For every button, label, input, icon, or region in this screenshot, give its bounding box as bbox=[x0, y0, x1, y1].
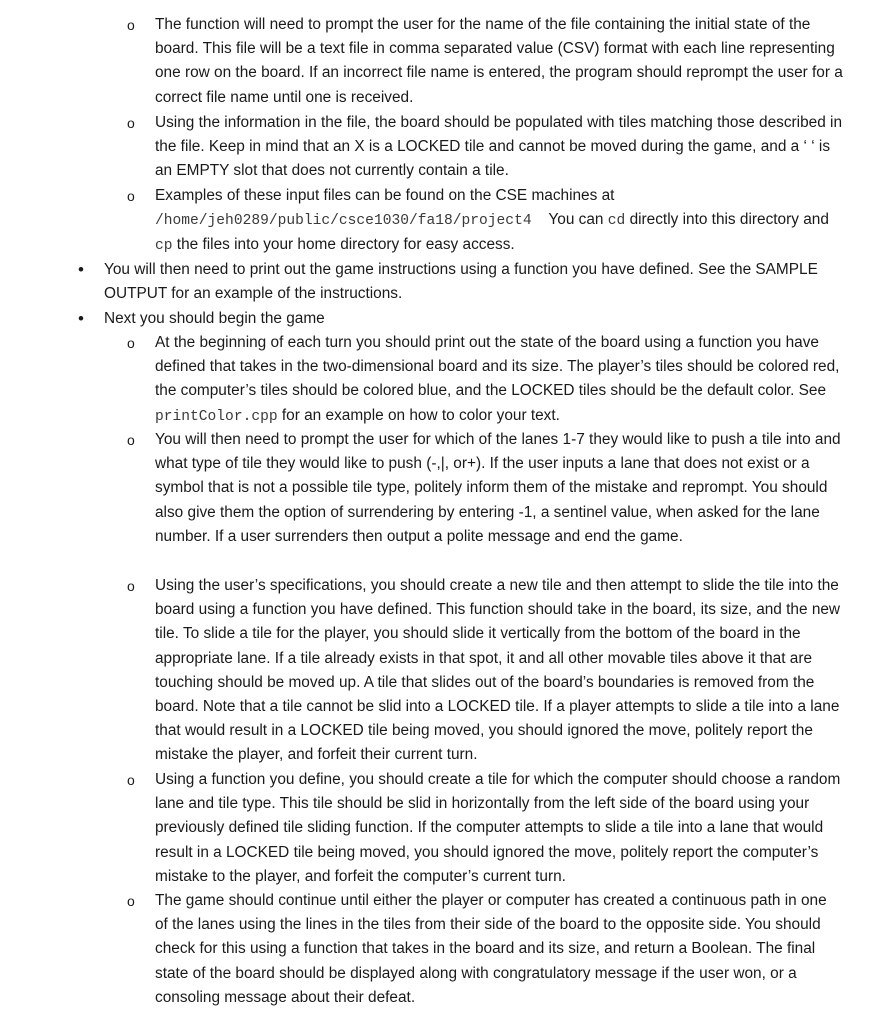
paragraph-text: Next you should begin the game bbox=[104, 310, 325, 327]
hollow-bullet-icon: o bbox=[127, 17, 135, 33]
paragraph-text: Using the information in the file, the board should be populated with tiles matching those described in the file. Keep in mind that an X is a LOCKED tile and cannot be moved during the game, and a ‘ ‘ is an EMPTY slot that does not currently contain a tile. bbox=[155, 114, 843, 180]
paragraph-text: You will then need to prompt the user for which of the lanes 1-7 they would like to push a tile into and what type of tile they would like to push (-,|, or+). If the user inputs a lane that does not exist or a symbol that is not a possible tile type, politely inform them of the mistake and reprompt. You should also give them the option of surrendering by entering -1, a sentinel value, when asked for the lane number. If a user surrenders then output a polite message and end the game. bbox=[155, 431, 841, 545]
paragraph-text bbox=[155, 184, 843, 259]
filled-bullet-icon: • bbox=[78, 309, 84, 328]
list-item-prompt-lane bbox=[127, 428, 843, 549]
paragraph-text bbox=[155, 331, 843, 429]
hollow-bullet-icon: o bbox=[127, 893, 135, 909]
filename: printColor.cpp bbox=[155, 408, 278, 425]
hollow-bullet-icon: o bbox=[127, 578, 135, 594]
hollow-bullet-icon: o bbox=[127, 115, 135, 131]
cd-command: cd bbox=[607, 213, 626, 230]
list-item-game-end bbox=[127, 889, 843, 1010]
list-item-print-board bbox=[127, 331, 843, 429]
list-item-file-prompt bbox=[127, 13, 843, 110]
text-run: directly into this directory and bbox=[629, 211, 829, 229]
paragraph-text: Using the user’s specifications, you should create a new tile and then attempt to slide the tile into the board using a function you have defined. This function should take in the board, its size, and the new tile. To slide a tile for the player, you should slide it vertically from the bottom of the board in the appropriate lane. If a tile already exists in that spot, it and all other movable tiles above it that are touching should be moved up. A tile that slides out of the board’s boundaries is removed from the board. Note that a tile cannot be slid into a LOCKED tile. If a player attempts to slide a tile into a lane that would result in a LOCKED tile being moved, you should ignored the move, politely report the mistake the player, and forfeit their current turn. bbox=[155, 577, 841, 764]
paragraph-text: Using a function you define, you should create a tile for which the computer should choose a random lane and tile type. This tile should be slid in horizontally from the left side of the board using your previously defined tile sliding function. If the computer attempts to slide a tile into a lane that would result in a LOCKED tile being moved, you should ignored the move, politely report the computer’s mistake to the player, and forfeit the computer’s current turn. bbox=[155, 771, 841, 885]
list-item-populate-board bbox=[127, 111, 843, 184]
text-run: for an example on how to color your text. bbox=[281, 406, 560, 424]
paragraph-text: You will then need to print out the game instructions using a function you have defined. See the SAMPLE OUTPUT for an example of the instructions. bbox=[104, 261, 818, 303]
list-item-print-instructions bbox=[78, 258, 844, 306]
list-item-slide-tile bbox=[127, 574, 843, 768]
paragraph-text: The function will need to prompt the user for the name of the file containing the initial state of the board. This file will be a text file in comma separated value (CSV) format with each line representing one row on the board. If an incorrect file name is entered, the program should reprompt the user for a correct file name until one is received. bbox=[155, 16, 843, 106]
hollow-bullet-icon: o bbox=[127, 335, 135, 351]
text-run: You can bbox=[548, 211, 604, 229]
text-run: At the beginning of each turn you should print out the state of the board using a function you have defined that takes in the two-dimensional board and its size. The player’s tiles should be colored red, the computer’s tiles should be colored blue, and the LOCKED tiles should be the default color. See bbox=[155, 334, 840, 400]
list-item-begin-game bbox=[78, 307, 844, 331]
list-item-computer-turn bbox=[127, 768, 843, 889]
list-item-example-files bbox=[127, 184, 843, 259]
directory-path: /home/jeh0289/public/csce1030/fa18/project4 bbox=[155, 213, 532, 230]
hollow-bullet-icon: o bbox=[127, 432, 135, 448]
hollow-bullet-icon: o bbox=[127, 188, 135, 204]
cp-command: cp bbox=[155, 238, 173, 255]
text-run: the files into your home directory for easy access. bbox=[176, 236, 515, 254]
text-run: Examples of these input files can be found on the CSE machines at bbox=[155, 187, 615, 204]
paragraph-text: The game should continue until either the player or computer has created a continuous path in one of the lanes using the lines in the tiles from their side of the board to the opposite side. You should check for this using a function that takes in the board and its size, and return a Boolean. The final state of the board should be displayed along with congratulatory message if the user won, or a consoling message about their defeat. bbox=[155, 892, 827, 1006]
hollow-bullet-icon: o bbox=[127, 772, 135, 788]
filled-bullet-icon: • bbox=[78, 260, 84, 279]
